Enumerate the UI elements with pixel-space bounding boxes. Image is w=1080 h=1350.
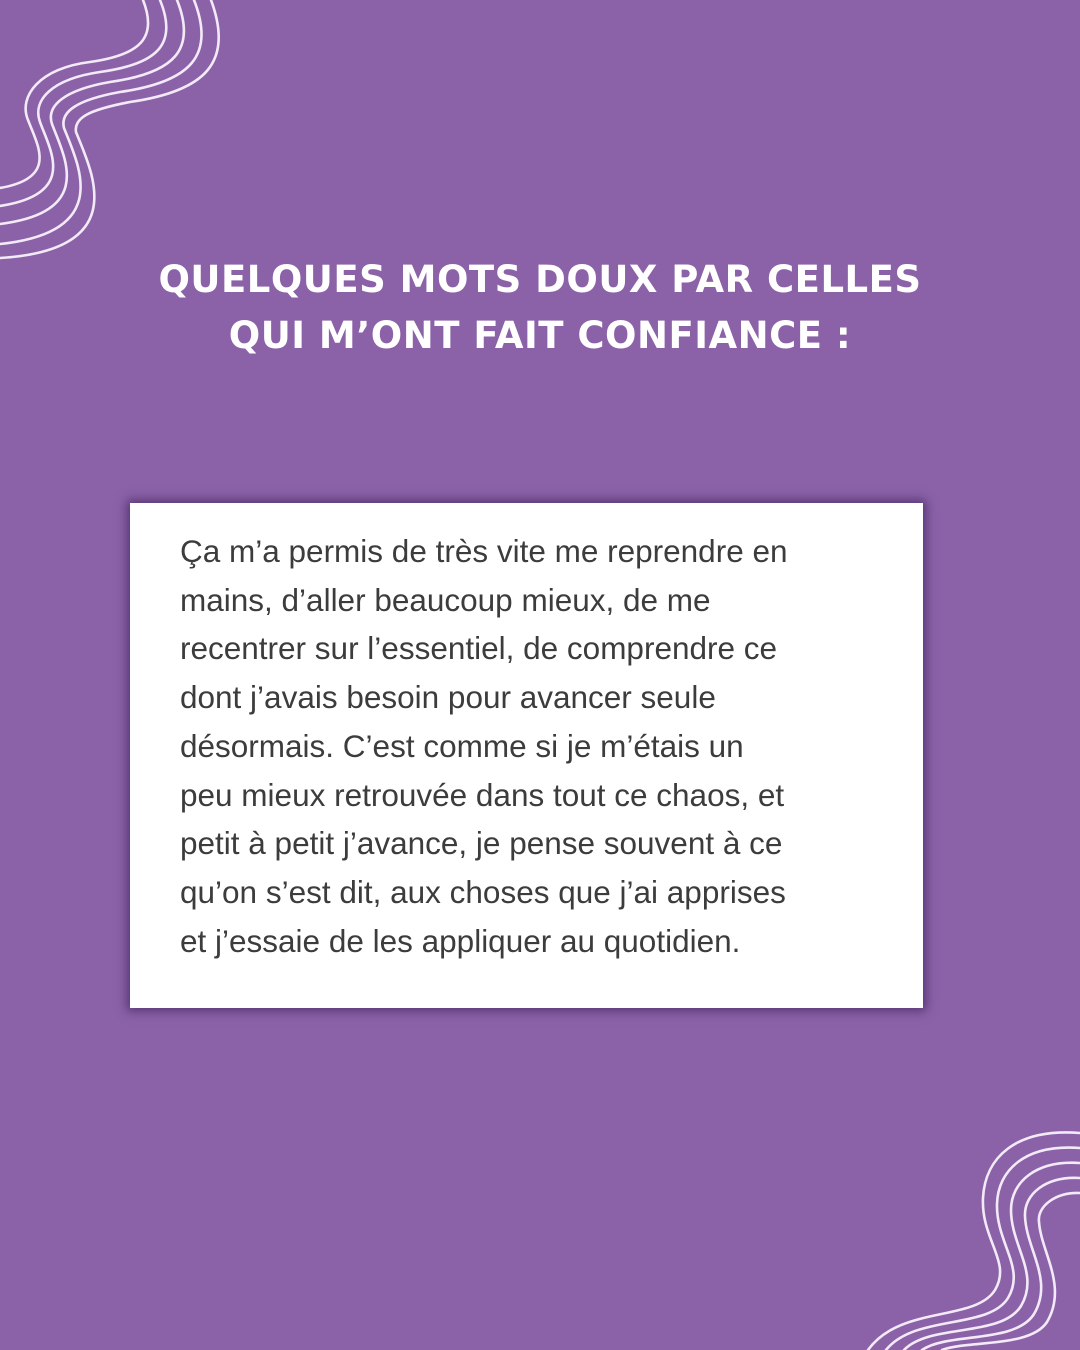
testimonial-line: recentrer sur l’essentiel, de comprendre ce bbox=[180, 630, 778, 667]
page-title bbox=[60, 252, 1020, 364]
title-line-2: QUI M’ONT FAIT CONFIANCE : bbox=[228, 314, 852, 357]
wavy-lines-icon bbox=[868, 1132, 1080, 1350]
testimonial-line: qu’on s’est dit, aux choses que j’ai apprises bbox=[180, 873, 786, 910]
testimonial-text bbox=[180, 527, 788, 965]
testimonial-line: mains, d’aller beaucoup mieux, de me bbox=[180, 581, 711, 618]
testimonial-line: Ça m’a permis de très vite me reprendre en bbox=[180, 533, 788, 569]
testimonial-line: désormais. C’est comme si je m’étais un bbox=[180, 727, 744, 764]
wavy-lines-icon bbox=[0, 0, 219, 258]
testimonial-card bbox=[130, 503, 923, 1008]
testimonial-line: et j’essaie de les appliquer au quotidien. bbox=[180, 922, 741, 959]
title-line-1: QUELQUES MOTS DOUX PAR CELLES bbox=[158, 258, 922, 301]
testimonial-line: dont j’avais besoin pour avancer seule bbox=[180, 679, 716, 716]
testimonial-line: petit à petit j’avance, je pense souvent à ce bbox=[180, 825, 783, 862]
testimonial-line: peu mieux retrouvée dans tout ce chaos, et bbox=[180, 776, 785, 813]
